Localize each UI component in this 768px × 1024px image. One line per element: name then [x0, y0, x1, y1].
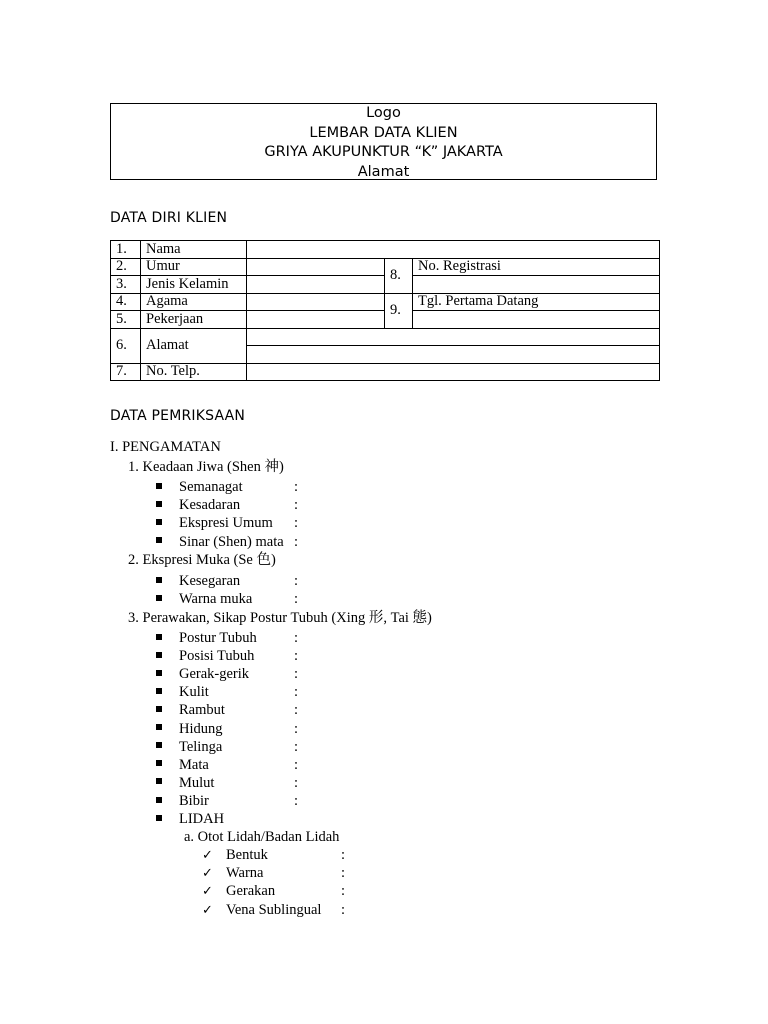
row-number: 9. [385, 293, 413, 328]
item-colon: : [294, 756, 299, 773]
item-colon: : [294, 720, 299, 737]
item-colon: : [294, 666, 299, 683]
bullet-icon [156, 774, 162, 792]
field-label-tgl-pertama-datang: Tgl. Pertama Datang [413, 293, 660, 311]
item-label: Telinga [179, 738, 223, 755]
item-label: Hidung [179, 720, 223, 737]
bullet-icon [156, 683, 162, 701]
row-number: 4. [111, 293, 141, 311]
bullet-icon [156, 701, 162, 719]
item-label: Gerakan [226, 883, 276, 900]
field-label-nama: Nama [141, 241, 247, 259]
item-label: Kesegaran [179, 573, 241, 589]
item-colon: : [294, 573, 299, 589]
bullet-icon [156, 590, 162, 608]
item-label: Bibir [179, 792, 209, 809]
group-title-xing-tai: 3. Perawakan, Sikap Postur Tubuh (Xing 形, Tai 態) [128, 610, 432, 626]
field-value-no-telp[interactable] [247, 363, 660, 381]
item-colon: : [294, 792, 299, 809]
row-number: 1. [111, 241, 141, 259]
field-label-jenis-kelamin: Jenis Kelamin [141, 276, 247, 294]
item-label: LIDAH [179, 811, 225, 827]
item-label: Postur Tubuh [179, 630, 257, 646]
checkmark-icon: ✓ [202, 884, 213, 900]
field-value-tgl-pertama-datang[interactable] [413, 311, 660, 329]
field-value-jenis-kelamin[interactable] [247, 276, 385, 294]
item-colon: : [294, 479, 299, 495]
field-label-alamat: Alamat [141, 328, 247, 363]
item-colon: : [294, 774, 299, 791]
bullet-icon [156, 533, 162, 551]
item-colon: : [341, 883, 346, 900]
bullet-icon [156, 665, 162, 683]
item-colon: : [294, 497, 299, 514]
section-title-client: DATA DIRI KLIEN [110, 210, 228, 226]
field-label-pekerjaan: Pekerjaan [141, 311, 247, 329]
item-label: Warna [226, 865, 264, 882]
bullet-icon [156, 572, 162, 590]
item-label: Gerak-gerik [179, 666, 250, 683]
item-colon: : [294, 684, 299, 701]
group-title-shen: 1. Keadaan Jiwa (Shen 神) [128, 459, 284, 475]
item-label: Kesadaran [179, 497, 241, 514]
row-number: 6. [111, 328, 141, 363]
lidah-subtitle: a. Otot Lidah/Badan Lidah [184, 829, 340, 845]
checkmark-icon: ✓ [202, 866, 213, 882]
field-label-agama: Agama [141, 293, 247, 311]
item-colon: : [341, 865, 346, 882]
field-value-alamat-line2[interactable] [247, 346, 660, 364]
field-label-no-telp: No. Telp. [141, 363, 247, 381]
row-number: 2. [111, 258, 141, 276]
item-colon: : [294, 515, 299, 532]
form-title: LEMBAR DATA KLIEN [309, 124, 458, 141]
item-label: Semanagat [179, 479, 243, 495]
item-colon: : [294, 738, 299, 755]
logo-placeholder: Logo [366, 105, 401, 121]
item-label: Posisi Tubuh [179, 648, 255, 665]
field-value-no-registrasi[interactable] [413, 276, 660, 294]
item-label: Vena Sublingual [226, 901, 322, 918]
field-label-umur: Umur [141, 258, 247, 276]
clinic-name: GRIYA AKUPUNKTUR “K” JAKARTA [264, 144, 503, 160]
item-label: Kulit [179, 684, 209, 701]
client-data-table [110, 240, 660, 381]
item-colon: : [294, 533, 299, 550]
item-colon: : [294, 702, 299, 719]
item-label: Sinar (Shen) mata [179, 533, 284, 550]
exam-heading: I. PENGAMATAN [110, 439, 221, 455]
field-value-umur[interactable] [247, 258, 385, 276]
bullet-icon [156, 514, 162, 532]
bullet-icon [156, 496, 162, 514]
item-colon: : [341, 847, 346, 863]
checkmark-icon: ✓ [202, 848, 213, 863]
item-label: Warna muka [179, 591, 253, 608]
row-number: 5. [111, 311, 141, 329]
item-label: Ekspresi Umum [179, 515, 273, 532]
item-label: Rambut [179, 702, 225, 719]
bullet-icon [156, 810, 162, 828]
group-title-se: 2. Ekspresi Muka (Se 色) [128, 552, 276, 568]
field-value-agama[interactable] [247, 293, 385, 311]
field-value-pekerjaan[interactable] [247, 311, 385, 329]
item-colon: : [294, 630, 299, 646]
field-label-no-registrasi: No. Registrasi [413, 258, 660, 276]
item-label: Mulut [179, 774, 215, 791]
field-value-alamat-line1[interactable] [247, 328, 660, 346]
bullet-icon [156, 792, 162, 810]
row-number: 7. [111, 363, 141, 381]
section-title-exam: DATA PEMRIKSAAN [110, 408, 246, 424]
checkmark-icon: ✓ [202, 902, 213, 918]
bullet-icon [156, 738, 162, 756]
item-label: Mata [179, 756, 209, 773]
form-header [110, 103, 657, 180]
bullet-icon [156, 647, 162, 665]
field-value-nama[interactable] [247, 241, 660, 259]
item-label: Bentuk [226, 847, 268, 863]
bullet-icon [156, 720, 162, 738]
item-colon: : [341, 901, 346, 918]
item-colon: : [294, 591, 299, 608]
item-colon: : [294, 648, 299, 665]
bullet-icon [156, 629, 162, 647]
clinic-address: Alamat [357, 163, 410, 180]
row-number: 8. [385, 258, 413, 293]
row-number: 3. [111, 276, 141, 294]
bullet-icon [156, 756, 162, 774]
bullet-icon [156, 478, 162, 496]
